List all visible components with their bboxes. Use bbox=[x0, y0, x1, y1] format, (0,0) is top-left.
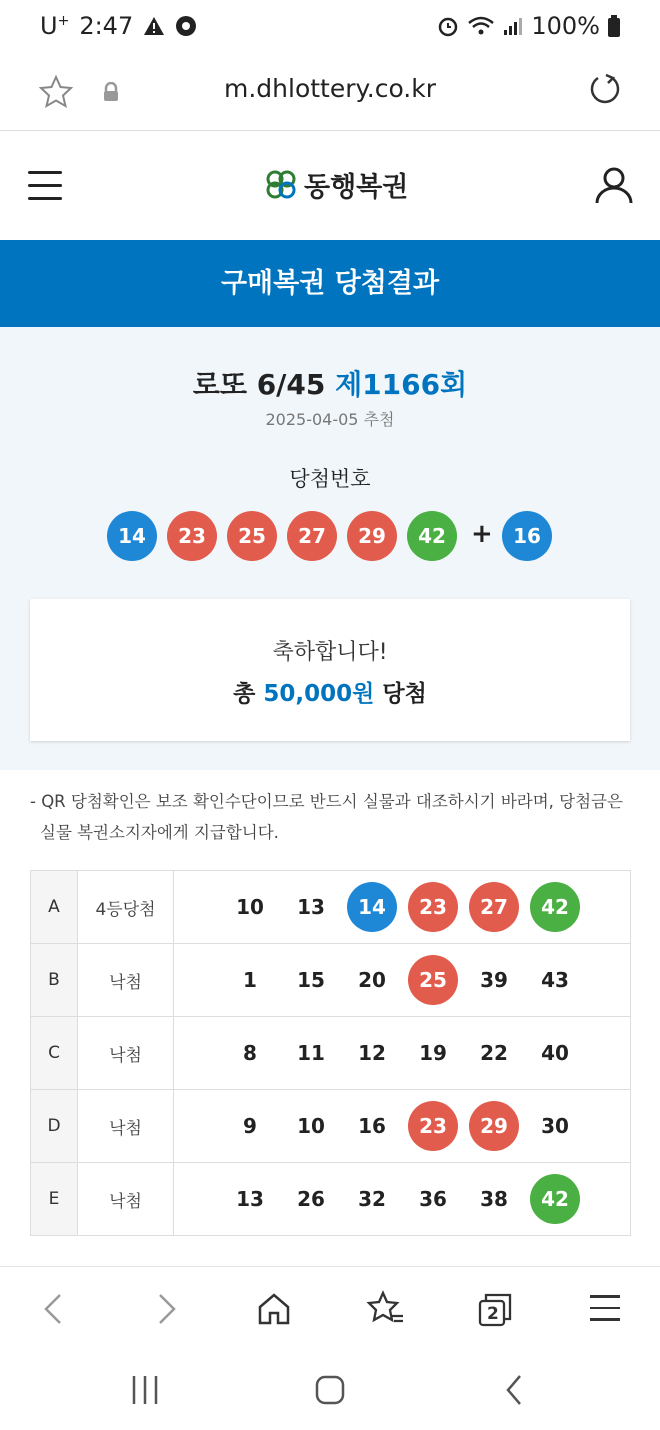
logo-text: 동행복권 bbox=[304, 172, 409, 203]
ticket-result: 낙첨 bbox=[78, 1017, 174, 1090]
tabs-count: 2 bbox=[487, 1304, 499, 1324]
matched-number-ball: 29 bbox=[469, 1101, 519, 1151]
matched-number-ball: 14 bbox=[347, 882, 397, 932]
site-logo[interactable] bbox=[264, 165, 408, 204]
chevron-right-icon[interactable] bbox=[152, 1289, 182, 1329]
winning-numbers bbox=[0, 511, 660, 563]
reload-icon[interactable] bbox=[586, 72, 622, 108]
ticket-numbers bbox=[174, 1090, 631, 1163]
ticket-numbers bbox=[174, 944, 631, 1017]
ticket-number: 19 bbox=[419, 1041, 447, 1065]
home-icon[interactable] bbox=[256, 1289, 292, 1329]
ticket-number: 9 bbox=[243, 1114, 257, 1138]
ticket-number: 36 bbox=[419, 1187, 447, 1211]
ticket-numbers bbox=[174, 1017, 631, 1090]
ticket-number: 1 bbox=[243, 968, 257, 992]
hamburger-menu-icon[interactable] bbox=[28, 171, 62, 201]
chevron-left-icon[interactable] bbox=[38, 1289, 68, 1329]
status-right bbox=[437, 12, 620, 40]
ticket-table bbox=[30, 870, 631, 1236]
menu-icon[interactable] bbox=[590, 1295, 620, 1321]
wifi-icon bbox=[467, 15, 495, 37]
tabs-button[interactable] bbox=[476, 1289, 514, 1333]
ticket-number: 38 bbox=[480, 1187, 508, 1211]
battery-percent: 100% bbox=[531, 12, 600, 40]
winning-ball: 23 bbox=[167, 511, 217, 561]
ticket-numbers bbox=[174, 871, 631, 944]
ticket-result: 낙첨 bbox=[78, 944, 174, 1017]
system-nav-bar bbox=[0, 1350, 660, 1430]
draw-date: 2025-04-05 추첨 bbox=[265, 410, 395, 429]
site-header bbox=[0, 131, 660, 239]
ticket-label: C bbox=[31, 1017, 78, 1090]
draw-result-section bbox=[0, 327, 660, 770]
matched-number-ball: 25 bbox=[408, 955, 458, 1005]
ticket-row bbox=[31, 944, 631, 1017]
prize-summary: 총 50,000원 당첨 bbox=[233, 681, 427, 707]
ticket-number: 13 bbox=[236, 1187, 264, 1211]
winning-ball: 27 bbox=[287, 511, 337, 561]
ticket-number: 20 bbox=[358, 968, 386, 992]
logo-clover-icon bbox=[264, 169, 298, 201]
ticket-result: 낙첨 bbox=[78, 1163, 174, 1236]
ticket-label: E bbox=[31, 1163, 78, 1236]
winning-ball: 14 bbox=[107, 511, 157, 561]
ticket-numbers bbox=[174, 1163, 631, 1236]
bonus-plus-sign: + bbox=[471, 519, 493, 549]
ticket-number: 15 bbox=[297, 968, 325, 992]
browser-url-bar bbox=[0, 54, 660, 131]
signal-icon bbox=[503, 16, 523, 36]
ticket-number: 10 bbox=[236, 895, 264, 919]
ticket-row bbox=[31, 1163, 631, 1236]
winning-ball: 42 bbox=[407, 511, 457, 561]
ticket-number: 30 bbox=[541, 1114, 569, 1138]
ticket-number: 11 bbox=[297, 1041, 325, 1065]
matched-number-ball: 27 bbox=[469, 882, 519, 932]
alarm-icon bbox=[437, 15, 459, 37]
ticket-number: 43 bbox=[541, 968, 569, 992]
ticket-number: 16 bbox=[358, 1114, 386, 1138]
prize-amount: 50,000원 bbox=[263, 681, 375, 707]
ticket-row bbox=[31, 871, 631, 944]
matched-number-ball: 23 bbox=[408, 1101, 458, 1151]
matched-number-ball: 23 bbox=[408, 882, 458, 932]
recent-apps-icon[interactable] bbox=[130, 1372, 160, 1408]
bonus-ball: 16 bbox=[502, 511, 552, 561]
qr-notice: - QR 당첨확인은 보조 확인수단이므로 반드시 실물과 대조하시기 바라며, 당첨금은 실물 복권소지자에게 지급합니다. bbox=[30, 792, 623, 842]
ticket-result: 4등당첨 bbox=[78, 871, 174, 944]
matched-number-ball: 42 bbox=[530, 1174, 580, 1224]
ticket-result: 낙첨 bbox=[78, 1090, 174, 1163]
ticket-number: 13 bbox=[297, 895, 325, 919]
bookmarks-icon[interactable] bbox=[366, 1289, 406, 1329]
congrats-box bbox=[30, 599, 630, 741]
user-icon[interactable] bbox=[594, 165, 634, 205]
congrats-message: 축하합니다! bbox=[272, 640, 388, 665]
ticket-label: D bbox=[31, 1090, 78, 1163]
ticket-row bbox=[31, 1017, 631, 1090]
url-text[interactable]: m.dhlottery.co.kr bbox=[224, 74, 436, 103]
winning-ball: 25 bbox=[227, 511, 277, 561]
status-bar bbox=[0, 0, 660, 54]
draw-title: 로또 6/45 제1166회 bbox=[192, 368, 468, 401]
ticket-number: 40 bbox=[541, 1041, 569, 1065]
ticket-number: 22 bbox=[480, 1041, 508, 1065]
status-left bbox=[40, 12, 197, 40]
browser-bottom-nav bbox=[0, 1266, 660, 1349]
warning-icon bbox=[143, 16, 165, 36]
system-back-icon[interactable] bbox=[500, 1372, 530, 1408]
ticket-number: 12 bbox=[358, 1041, 386, 1065]
ticket-label: B bbox=[31, 944, 78, 1017]
ticket-row bbox=[31, 1090, 631, 1163]
matched-number-ball: 42 bbox=[530, 882, 580, 932]
ticket-number: 39 bbox=[480, 968, 508, 992]
clock: 2:47 bbox=[79, 12, 134, 40]
page-title-banner: 구매복권 당첨결과 bbox=[0, 240, 660, 327]
home-button-icon[interactable] bbox=[314, 1372, 346, 1408]
winning-numbers-label: 당첨번호 bbox=[289, 467, 371, 491]
aperture-icon bbox=[175, 15, 197, 37]
ticket-number: 10 bbox=[297, 1114, 325, 1138]
ticket-number: 26 bbox=[297, 1187, 325, 1211]
battery-icon bbox=[608, 15, 620, 37]
ticket-number: 32 bbox=[358, 1187, 386, 1211]
carrier: U+ bbox=[40, 12, 70, 40]
ticket-number: 8 bbox=[243, 1041, 257, 1065]
winning-ball: 29 bbox=[347, 511, 397, 561]
ticket-label: A bbox=[31, 871, 78, 944]
